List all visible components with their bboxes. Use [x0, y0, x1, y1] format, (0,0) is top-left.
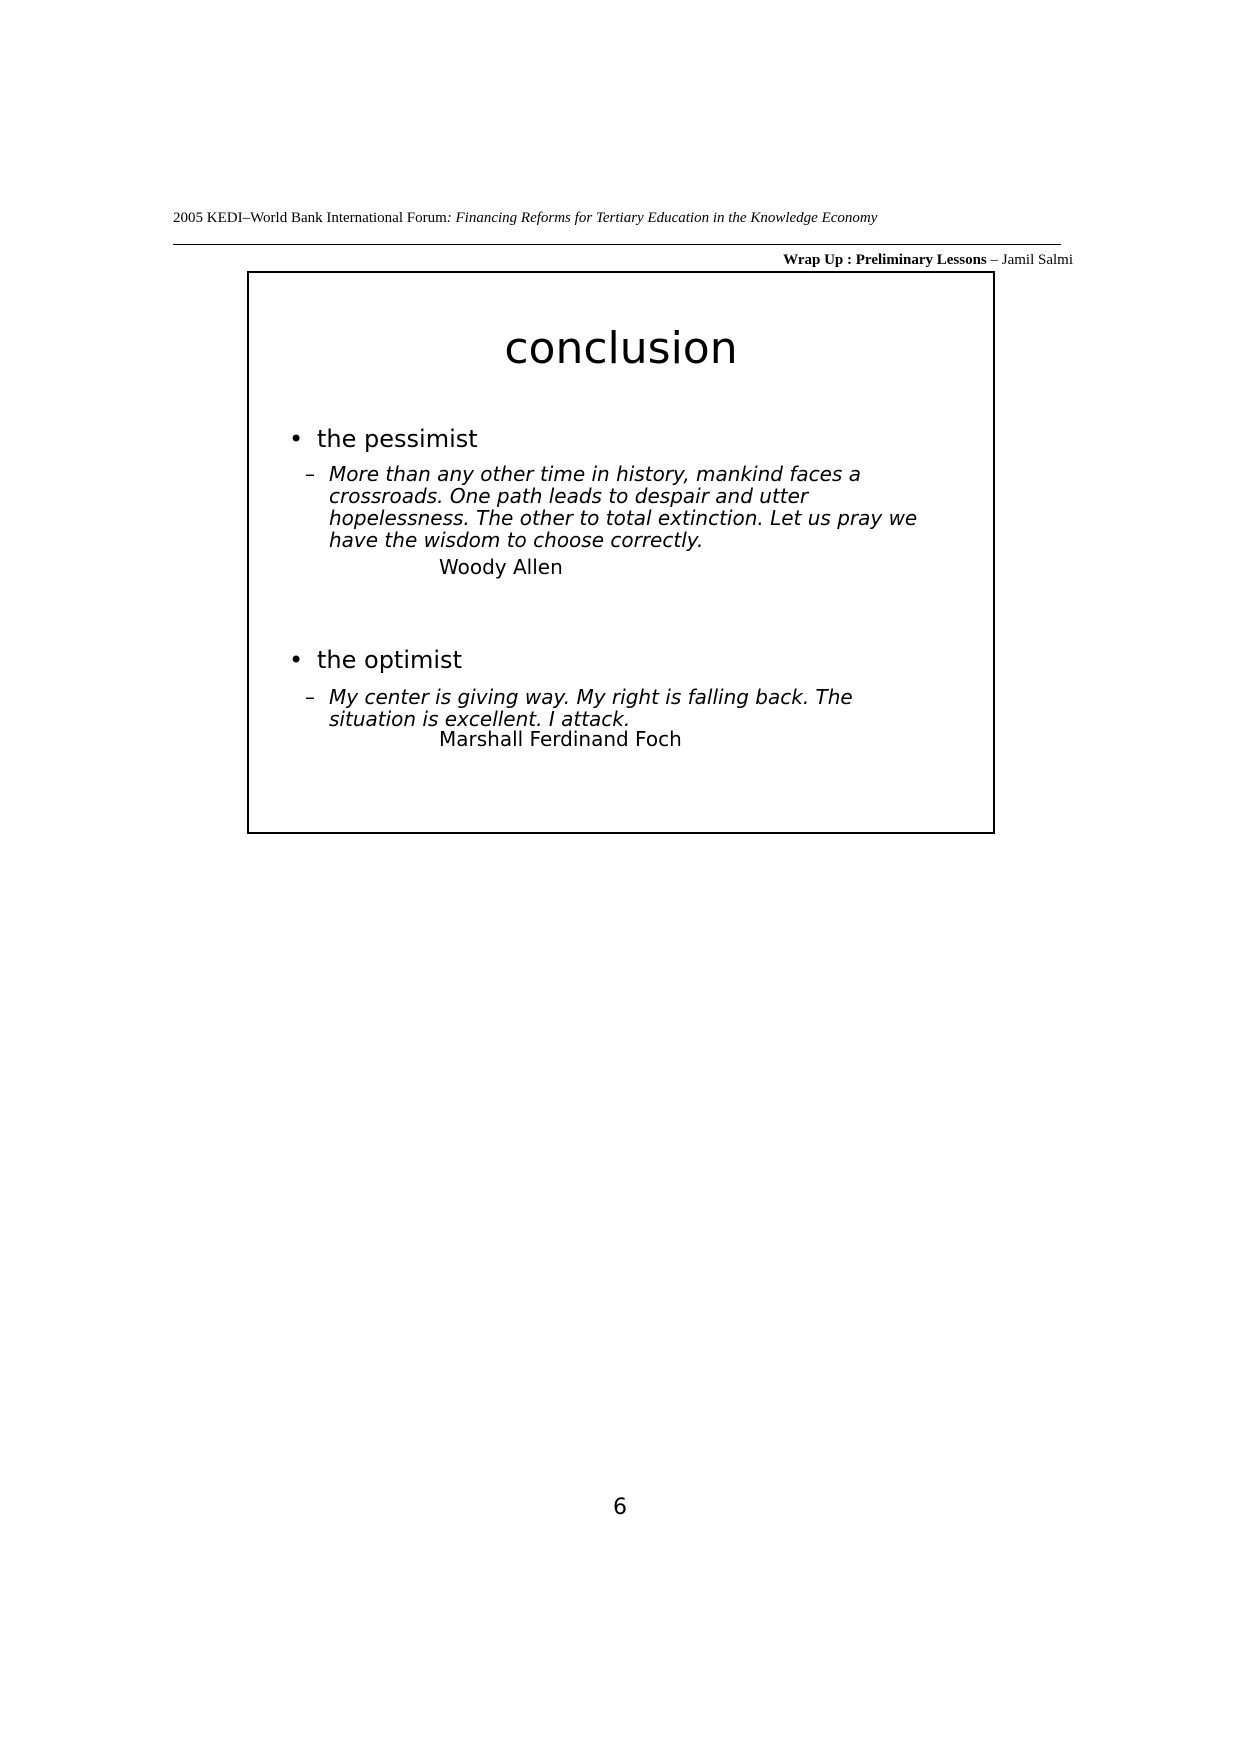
- slide-frame: [247, 271, 995, 834]
- bullet-label: the optimist: [317, 646, 462, 674]
- byline: [783, 252, 1073, 269]
- bullet-optimist: [289, 646, 462, 674]
- bullet-icon: •: [289, 646, 304, 674]
- quote-pessimist: [305, 462, 949, 552]
- quote-text: My center is giving way. My right is falling back. The situation is excellent. I attack.: [329, 685, 853, 731]
- dash-icon: –: [305, 462, 315, 486]
- running-header: [173, 210, 877, 227]
- page-number: 6: [613, 1495, 627, 1520]
- forum-subtitle: : Financing Reforms for Tertiary Education in the Knowledge Economy: [446, 210, 878, 226]
- dash-icon: –: [305, 685, 315, 709]
- attribution-foch: Marshall Ferdinand Foch: [439, 727, 682, 751]
- bullet-label: the pessimist: [317, 425, 478, 453]
- forum-name: 2005 KEDI–World Bank International Forum: [173, 210, 447, 226]
- header-rule: [173, 244, 1061, 245]
- quote-text: More than any other time in history, mankind faces a crossroads. One path leads to despair and utter hopelessness. The other to total extinction. Let us pray we have the wisdom to choose correctly.: [329, 462, 918, 552]
- byline-author: – Jamil Salmi: [986, 252, 1073, 268]
- quote-optimist: [305, 685, 929, 731]
- bullet-icon: •: [289, 425, 304, 453]
- slide-title: conclusion: [504, 323, 738, 374]
- byline-title: Wrap Up : Preliminary Lessons: [783, 252, 987, 268]
- bullet-pessimist: [289, 425, 478, 453]
- attribution-woody-allen: Woody Allen: [439, 555, 563, 579]
